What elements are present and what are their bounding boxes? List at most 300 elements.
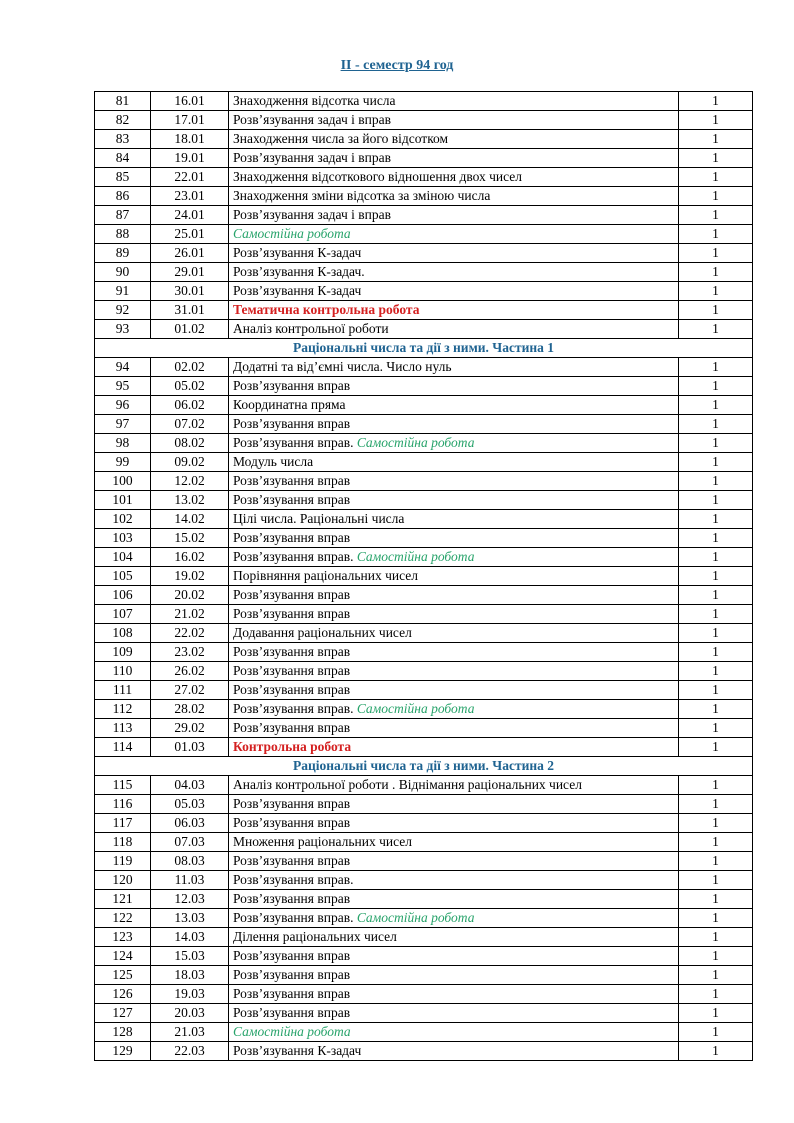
- lesson-date: 21.02: [151, 605, 229, 624]
- lesson-hours: 1: [679, 833, 753, 852]
- lesson-date: 12.03: [151, 890, 229, 909]
- lesson-date: 07.02: [151, 415, 229, 434]
- table-row: [95, 187, 753, 206]
- lesson-hours: 1: [679, 453, 753, 472]
- table-row: [95, 928, 753, 947]
- lesson-number: 119: [95, 852, 151, 871]
- lesson-date: 12.02: [151, 472, 229, 491]
- topic-text: Розв’язування К-задач.: [233, 264, 365, 279]
- lesson-hours: 1: [679, 548, 753, 567]
- lesson-topic: [229, 206, 679, 225]
- lesson-topic: [229, 510, 679, 529]
- lesson-plan-table: [94, 91, 753, 1061]
- lesson-topic: [229, 852, 679, 871]
- lesson-topic: [229, 928, 679, 947]
- lesson-number: 124: [95, 947, 151, 966]
- lesson-date: 15.03: [151, 947, 229, 966]
- table-row: [95, 510, 753, 529]
- topic-text: Розв’язування вправ: [233, 416, 351, 431]
- topic-text: Координатна пряма: [233, 397, 346, 412]
- topic-text: Розв’язування вправ: [233, 473, 351, 488]
- lesson-number: 99: [95, 453, 151, 472]
- lesson-hours: 1: [679, 928, 753, 947]
- lesson-number: 87: [95, 206, 151, 225]
- topic-text: Розв’язування вправ: [233, 663, 351, 678]
- table-row: [95, 548, 753, 567]
- topic-text: Розв’язування вправ: [233, 378, 351, 393]
- table-row: [95, 1042, 753, 1061]
- lesson-hours: 1: [679, 415, 753, 434]
- topic-text: Розв’язування вправ: [233, 853, 351, 868]
- lesson-date: 05.02: [151, 377, 229, 396]
- topic-text: Знаходження відсоткового відношення двох чисел: [233, 169, 523, 184]
- topic-text: Розв’язування задач і вправ: [233, 112, 392, 127]
- lesson-date: 08.02: [151, 434, 229, 453]
- topic-text: Розв’язування вправ.: [233, 549, 354, 564]
- lesson-date: 20.03: [151, 1004, 229, 1023]
- topic-text: Розв’язування вправ: [233, 891, 351, 906]
- lesson-number: 96: [95, 396, 151, 415]
- topic-text: Розв’язування вправ: [233, 492, 351, 507]
- lesson-hours: 1: [679, 624, 753, 643]
- lesson-topic: [229, 833, 679, 852]
- table-row: [95, 491, 753, 510]
- lesson-hours: 1: [679, 225, 753, 244]
- lesson-date: 22.01: [151, 168, 229, 187]
- topic-text: Додатні та від’ємні числа. Число нуль: [233, 359, 452, 374]
- lesson-hours: 1: [679, 1023, 753, 1042]
- lesson-hours: 1: [679, 738, 753, 757]
- lesson-hours: 1: [679, 130, 753, 149]
- lesson-hours: 1: [679, 681, 753, 700]
- lesson-hours: 1: [679, 662, 753, 681]
- lesson-date: 26.02: [151, 662, 229, 681]
- lesson-hours: 1: [679, 491, 753, 510]
- topic-text: Знаходження відсотка числа: [233, 93, 396, 108]
- topic-text: Знаходження числа за його відсотком: [233, 131, 449, 146]
- lesson-number: 126: [95, 985, 151, 1004]
- independent-work-label: Самостійна робота: [356, 549, 475, 564]
- lesson-topic: [229, 947, 679, 966]
- topic-text: Розв’язування вправ: [233, 644, 351, 659]
- lesson-hours: 1: [679, 985, 753, 1004]
- table-row: [95, 852, 753, 871]
- topic-text: Порівняння раціональних чисел: [233, 568, 419, 583]
- table-row: [95, 1023, 753, 1042]
- lesson-hours: 1: [679, 776, 753, 795]
- control-work-label: Тематична контрольна робота: [233, 302, 420, 317]
- topic-text: Розв’язування вправ: [233, 606, 351, 621]
- lesson-hours: 1: [679, 434, 753, 453]
- table-row: [95, 130, 753, 149]
- topic-text: Розв’язування задач і вправ: [233, 150, 392, 165]
- lesson-topic: [229, 168, 679, 187]
- independent-work-label: Самостійна робота: [356, 701, 475, 716]
- table-row: [95, 776, 753, 795]
- lesson-date: 26.01: [151, 244, 229, 263]
- lesson-date: 09.02: [151, 453, 229, 472]
- section-heading-row: [95, 339, 753, 358]
- lesson-hours: 1: [679, 567, 753, 586]
- lesson-date: 04.03: [151, 776, 229, 795]
- lesson-number: 127: [95, 1004, 151, 1023]
- lesson-topic: [229, 567, 679, 586]
- lesson-number: 110: [95, 662, 151, 681]
- lesson-number: 85: [95, 168, 151, 187]
- lesson-topic: [229, 1004, 679, 1023]
- table-row: [95, 738, 753, 757]
- topic-text: Розв’язування К-задач: [233, 245, 362, 260]
- lesson-topic: [229, 263, 679, 282]
- lesson-hours: 1: [679, 643, 753, 662]
- lesson-topic: [229, 890, 679, 909]
- lesson-number: 122: [95, 909, 151, 928]
- lesson-hours: 1: [679, 700, 753, 719]
- lesson-hours: 1: [679, 396, 753, 415]
- lesson-hours: 1: [679, 814, 753, 833]
- independent-work-label: Самостійна робота: [233, 1024, 351, 1039]
- lesson-number: 98: [95, 434, 151, 453]
- lesson-topic: [229, 358, 679, 377]
- topic-text: Розв’язування вправ: [233, 587, 351, 602]
- lesson-number: 104: [95, 548, 151, 567]
- lesson-hours: 1: [679, 966, 753, 985]
- lesson-date: 27.02: [151, 681, 229, 700]
- table-row: [95, 244, 753, 263]
- table-row: [95, 225, 753, 244]
- lesson-hours: 1: [679, 301, 753, 320]
- lesson-hours: 1: [679, 358, 753, 377]
- lesson-topic: [229, 434, 679, 453]
- topic-text: Розв’язування К-задач: [233, 1043, 362, 1058]
- lesson-date: 19.01: [151, 149, 229, 168]
- table-row: [95, 168, 753, 187]
- lesson-hours: 1: [679, 795, 753, 814]
- lesson-date: 16.02: [151, 548, 229, 567]
- table-row: [95, 567, 753, 586]
- lesson-date: 13.03: [151, 909, 229, 928]
- lesson-hours: 1: [679, 529, 753, 548]
- table-row: [95, 833, 753, 852]
- topic-text: Розв’язування вправ: [233, 815, 351, 830]
- lesson-date: 18.03: [151, 966, 229, 985]
- lesson-date: 16.01: [151, 92, 229, 111]
- lesson-hours: 1: [679, 320, 753, 339]
- lesson-topic: [229, 111, 679, 130]
- lesson-topic: [229, 624, 679, 643]
- topic-text: Розв’язування вправ.: [233, 701, 354, 716]
- lesson-date: 28.02: [151, 700, 229, 719]
- lesson-number: 113: [95, 719, 151, 738]
- table-row: [95, 890, 753, 909]
- lesson-number: 125: [95, 966, 151, 985]
- lesson-number: 89: [95, 244, 151, 263]
- topic-text: Розв’язування вправ: [233, 967, 351, 982]
- section-heading-row: [95, 757, 753, 776]
- topic-text: Додавання раціональних чисел: [233, 625, 412, 640]
- lesson-number: 105: [95, 567, 151, 586]
- lesson-topic: [229, 396, 679, 415]
- lesson-topic: [229, 909, 679, 928]
- lesson-number: 128: [95, 1023, 151, 1042]
- lesson-topic: [229, 1023, 679, 1042]
- lesson-date: 25.01: [151, 225, 229, 244]
- lesson-date: 15.02: [151, 529, 229, 548]
- lesson-hours: 1: [679, 111, 753, 130]
- table-row: [95, 985, 753, 1004]
- lesson-number: 114: [95, 738, 151, 757]
- table-row: [95, 681, 753, 700]
- lesson-topic: [229, 719, 679, 738]
- topic-text: Розв’язування вправ.: [233, 872, 354, 887]
- table-row: [95, 586, 753, 605]
- topic-text: Розв’язування вправ: [233, 720, 351, 735]
- lesson-date: 29.01: [151, 263, 229, 282]
- lesson-topic: [229, 966, 679, 985]
- lesson-number: 123: [95, 928, 151, 947]
- lesson-number: 103: [95, 529, 151, 548]
- table-row: [95, 377, 753, 396]
- independent-work-label: Самостійна робота: [356, 435, 475, 450]
- table-row: [95, 396, 753, 415]
- lesson-topic: [229, 985, 679, 1004]
- lesson-date: 23.02: [151, 643, 229, 662]
- lesson-hours: 1: [679, 1042, 753, 1061]
- lesson-topic: [229, 130, 679, 149]
- lesson-topic: [229, 244, 679, 263]
- lesson-topic: [229, 415, 679, 434]
- lesson-topic: [229, 225, 679, 244]
- lesson-number: 101: [95, 491, 151, 510]
- table-row: [95, 1004, 753, 1023]
- table-row: [95, 624, 753, 643]
- lesson-date: 30.01: [151, 282, 229, 301]
- table-row: [95, 700, 753, 719]
- table-row: [95, 719, 753, 738]
- lesson-date: 24.01: [151, 206, 229, 225]
- lesson-hours: 1: [679, 852, 753, 871]
- control-work-label: Контрольна робота: [233, 739, 352, 754]
- lesson-hours: 1: [679, 1004, 753, 1023]
- lesson-date: 06.03: [151, 814, 229, 833]
- lesson-number: 115: [95, 776, 151, 795]
- lesson-topic: [229, 529, 679, 548]
- topic-text: Розв’язування задач і вправ: [233, 207, 392, 222]
- section-heading: Раціональні числа та дії з ними. Частина 2: [95, 757, 753, 776]
- lesson-date: 20.02: [151, 586, 229, 605]
- lesson-date: 23.01: [151, 187, 229, 206]
- lesson-hours: 1: [679, 586, 753, 605]
- lesson-number: 112: [95, 700, 151, 719]
- lesson-hours: 1: [679, 187, 753, 206]
- lesson-date: 11.03: [151, 871, 229, 890]
- lesson-topic: [229, 548, 679, 567]
- lesson-hours: 1: [679, 263, 753, 282]
- table-row: [95, 529, 753, 548]
- lesson-topic: [229, 453, 679, 472]
- table-row: [95, 149, 753, 168]
- lesson-date: 22.02: [151, 624, 229, 643]
- lesson-topic: [229, 643, 679, 662]
- lesson-topic: [229, 320, 679, 339]
- table-row: [95, 795, 753, 814]
- lesson-topic: [229, 605, 679, 624]
- lesson-topic: [229, 472, 679, 491]
- lesson-hours: 1: [679, 206, 753, 225]
- lesson-hours: 1: [679, 890, 753, 909]
- lesson-topic: [229, 187, 679, 206]
- section-heading: Раціональні числа та дії з ними. Частина 1: [95, 339, 753, 358]
- lesson-number: 129: [95, 1042, 151, 1061]
- table-row: [95, 263, 753, 282]
- lesson-number: 88: [95, 225, 151, 244]
- table-row: [95, 814, 753, 833]
- topic-text: Аналіз контрольної роботи: [233, 321, 389, 336]
- topic-text: Розв’язування вправ.: [233, 910, 354, 925]
- independent-work-label: Самостійна робота: [356, 910, 475, 925]
- table-row: [95, 434, 753, 453]
- lesson-topic: [229, 681, 679, 700]
- page-title: ІІ - семестр 94 год: [340, 58, 454, 73]
- lesson-date: 02.02: [151, 358, 229, 377]
- lesson-topic: [229, 700, 679, 719]
- lesson-number: 108: [95, 624, 151, 643]
- lesson-number: 116: [95, 795, 151, 814]
- lesson-number: 86: [95, 187, 151, 206]
- lesson-plan-body: [95, 92, 753, 1061]
- table-row: [95, 909, 753, 928]
- topic-text: Розв’язування вправ: [233, 530, 351, 545]
- lesson-topic: [229, 814, 679, 833]
- lesson-date: 22.03: [151, 1042, 229, 1061]
- lesson-number: 107: [95, 605, 151, 624]
- table-row: [95, 206, 753, 225]
- lesson-hours: 1: [679, 168, 753, 187]
- table-row: [95, 301, 753, 320]
- table-row: [95, 111, 753, 130]
- lesson-number: 102: [95, 510, 151, 529]
- lesson-number: 84: [95, 149, 151, 168]
- lesson-date: 19.03: [151, 985, 229, 1004]
- lesson-hours: 1: [679, 472, 753, 491]
- lesson-hours: 1: [679, 377, 753, 396]
- table-row: [95, 453, 753, 472]
- topic-text: Розв’язування вправ: [233, 1005, 351, 1020]
- topic-text: Розв’язування вправ: [233, 796, 351, 811]
- lesson-hours: 1: [679, 605, 753, 624]
- lesson-number: 118: [95, 833, 151, 852]
- lesson-date: 14.02: [151, 510, 229, 529]
- table-row: [95, 605, 753, 624]
- lesson-number: 120: [95, 871, 151, 890]
- lesson-date: 17.01: [151, 111, 229, 130]
- lesson-topic: [229, 795, 679, 814]
- lesson-number: 94: [95, 358, 151, 377]
- lesson-date: 21.03: [151, 1023, 229, 1042]
- lesson-number: 117: [95, 814, 151, 833]
- topic-text: Розв’язування К-задач: [233, 283, 362, 298]
- table-row: [95, 643, 753, 662]
- lesson-number: 95: [95, 377, 151, 396]
- lesson-hours: 1: [679, 871, 753, 890]
- lesson-topic: [229, 377, 679, 396]
- topic-text: Аналіз контрольної роботи . Віднімання раціональних чисел: [233, 777, 582, 792]
- table-row: [95, 472, 753, 491]
- topic-text: Розв’язування вправ: [233, 986, 351, 1001]
- table-row: [95, 662, 753, 681]
- lesson-number: 93: [95, 320, 151, 339]
- lesson-topic: [229, 491, 679, 510]
- lesson-date: 01.02: [151, 320, 229, 339]
- lesson-hours: 1: [679, 92, 753, 111]
- topic-text: Знаходження зміни відсотка за зміною числа: [233, 188, 491, 203]
- topic-text: Ділення раціональних чисел: [233, 929, 397, 944]
- lesson-date: 29.02: [151, 719, 229, 738]
- lesson-topic: [229, 301, 679, 320]
- lesson-number: 91: [95, 282, 151, 301]
- lesson-date: 14.03: [151, 928, 229, 947]
- lesson-number: 106: [95, 586, 151, 605]
- lesson-topic: [229, 662, 679, 681]
- lesson-number: 97: [95, 415, 151, 434]
- lesson-hours: 1: [679, 947, 753, 966]
- lesson-topic: [229, 149, 679, 168]
- topic-text: Модуль числа: [233, 454, 314, 469]
- lesson-date: 06.02: [151, 396, 229, 415]
- table-row: [95, 282, 753, 301]
- lesson-number: 90: [95, 263, 151, 282]
- table-row: [95, 966, 753, 985]
- topic-text: Розв’язування вправ: [233, 682, 351, 697]
- lesson-hours: 1: [679, 510, 753, 529]
- table-row: [95, 871, 753, 890]
- table-row: [95, 947, 753, 966]
- lesson-hours: 1: [679, 909, 753, 928]
- topic-text: Множення раціональних чисел: [233, 834, 412, 849]
- lesson-date: 13.02: [151, 491, 229, 510]
- table-row: [95, 358, 753, 377]
- lesson-number: 109: [95, 643, 151, 662]
- lesson-number: 82: [95, 111, 151, 130]
- lesson-topic: [229, 586, 679, 605]
- table-row: [95, 92, 753, 111]
- lesson-topic: [229, 776, 679, 795]
- lesson-topic: [229, 282, 679, 301]
- lesson-hours: 1: [679, 244, 753, 263]
- lesson-date: 08.03: [151, 852, 229, 871]
- lesson-date: 19.02: [151, 567, 229, 586]
- lesson-hours: 1: [679, 282, 753, 301]
- lesson-hours: 1: [679, 149, 753, 168]
- lesson-date: 07.03: [151, 833, 229, 852]
- lesson-hours: 1: [679, 719, 753, 738]
- table-row: [95, 320, 753, 339]
- lesson-number: 92: [95, 301, 151, 320]
- topic-text: Розв’язування вправ: [233, 948, 351, 963]
- lesson-number: 100: [95, 472, 151, 491]
- lesson-number: 121: [95, 890, 151, 909]
- lesson-number: 81: [95, 92, 151, 111]
- lesson-number: 83: [95, 130, 151, 149]
- lesson-date: 05.03: [151, 795, 229, 814]
- lesson-topic: [229, 871, 679, 890]
- lesson-topic: [229, 92, 679, 111]
- table-row: [95, 415, 753, 434]
- topic-text: Цілі числа. Раціональні числа: [233, 511, 405, 526]
- lesson-topic: [229, 1042, 679, 1061]
- lesson-date: 18.01: [151, 130, 229, 149]
- topic-text: Розв’язування вправ.: [233, 435, 354, 450]
